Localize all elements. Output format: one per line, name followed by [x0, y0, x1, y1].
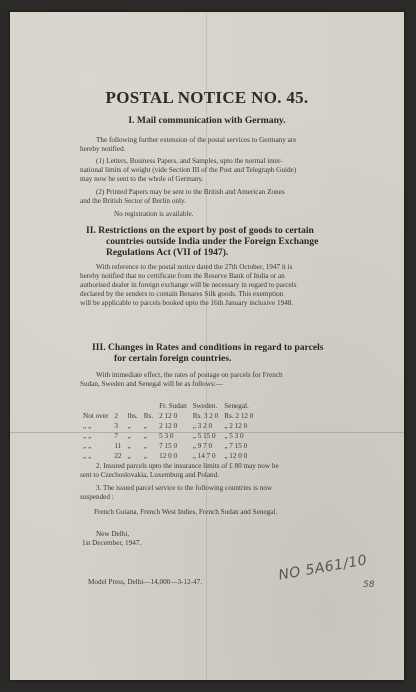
section1-item1: may now be sent to the whole of Germany.: [80, 175, 204, 183]
section1-intro: The following further extension of the postal services to Germany are: [96, 136, 297, 144]
place: New Delhi,: [96, 530, 130, 538]
column-header: Fr. Sudan: [159, 401, 187, 410]
section1-item1: (1) Letters, Business Papers, and Samples, upto the normal inter-: [96, 157, 283, 165]
section3-note2: 2. Insured parcels upto the insurance limits of £ 80 may now be: [96, 462, 279, 470]
section3-heading: for certain foreign countries.: [114, 353, 232, 364]
section2-body: hereby notified that no certificate from the Reserve Bank of India or an: [80, 272, 285, 280]
suspended-countries: French Guiana, French West Indies, French Sudan and Senegal.: [94, 508, 278, 516]
table-row: Not over 2 lbs. Rs. 2 12 0 Rs. 3 2 0 Rs. 2 12 0: [83, 412, 254, 420]
rates-table: [80, 400, 256, 461]
column-header: Sweden.: [192, 401, 218, 410]
notice-sheet: [10, 12, 404, 680]
handwritten-mark: 58: [363, 580, 375, 590]
handwritten-reference: NO 5A61/10: [277, 552, 369, 584]
table-row: „ „ 22 „ „ 12 0 0 „ 14 7 0 „ 12 0 0: [83, 452, 248, 460]
section3-note3: 3. The issued parcel service to the following countries is now: [96, 484, 273, 492]
table-row: „ „ 7 „ „ 5 3 0 „ 5 15 0 „ 5 3 0: [83, 432, 244, 440]
section2-body: declared by the senders to contain Benares Silk goods. This exemption: [80, 290, 284, 298]
section3-intro: Sudan, Sweden and Senegal will be as follows:—: [80, 380, 223, 388]
section2-body: With reference to the postal notice dated the 27th October, 1947 it is: [96, 263, 293, 271]
section1-item2: and the British Sector of Berlin only.: [80, 197, 186, 205]
printer-line: Model Press, Delhi—14,000—3-12-47.: [88, 578, 202, 586]
section3-heading: III. Changes in Rates and conditions in regard to parcels: [92, 342, 324, 353]
date: 1st December, 1947.: [82, 539, 142, 547]
section1-intro: hereby notified.: [80, 145, 126, 153]
table-row: „ „ 11 „ „ 7 15 0 „ 9 7 0 „ 7 15 0: [83, 442, 248, 450]
section2-heading: II. Restrictions on the export by post of goods to certain: [86, 225, 314, 236]
section2-body: will be applicable to parcels booked upto the 16th January inclusive 1948.: [80, 299, 294, 307]
section2-body: authorised dealer in foreign exchange will be necessary in regard to parcels: [80, 281, 297, 289]
section1-item2: (2) Printed Papers may be sent to the British and American Zones: [96, 188, 285, 196]
section1-item1: national limits of weight (vide Section III of the Post and Telegraph Guide): [80, 166, 297, 174]
column-header: Senegal.: [224, 401, 249, 410]
section3-note2: sent to Czechoslovakia, Luxemburg and Poland.: [80, 471, 219, 479]
section2-heading: countries outside India under the Foreign Exchange: [106, 236, 319, 247]
section1-heading: I. Mail communication with Germany.: [128, 115, 286, 126]
notice-title: POSTAL NOTICE NO. 45.: [105, 88, 309, 107]
section2-heading: Regulations Act (VII of 1947).: [106, 247, 229, 258]
table-row: „ „ 3 „ „ 2 12 0 „ 3 2 0 „ 2 12 0: [83, 422, 248, 430]
section3-note3: suspended :: [80, 493, 114, 501]
section1-note: No registration is available.: [114, 210, 194, 218]
section3-intro: With immediate effect, the rates of postage on parcels for French: [96, 371, 283, 379]
